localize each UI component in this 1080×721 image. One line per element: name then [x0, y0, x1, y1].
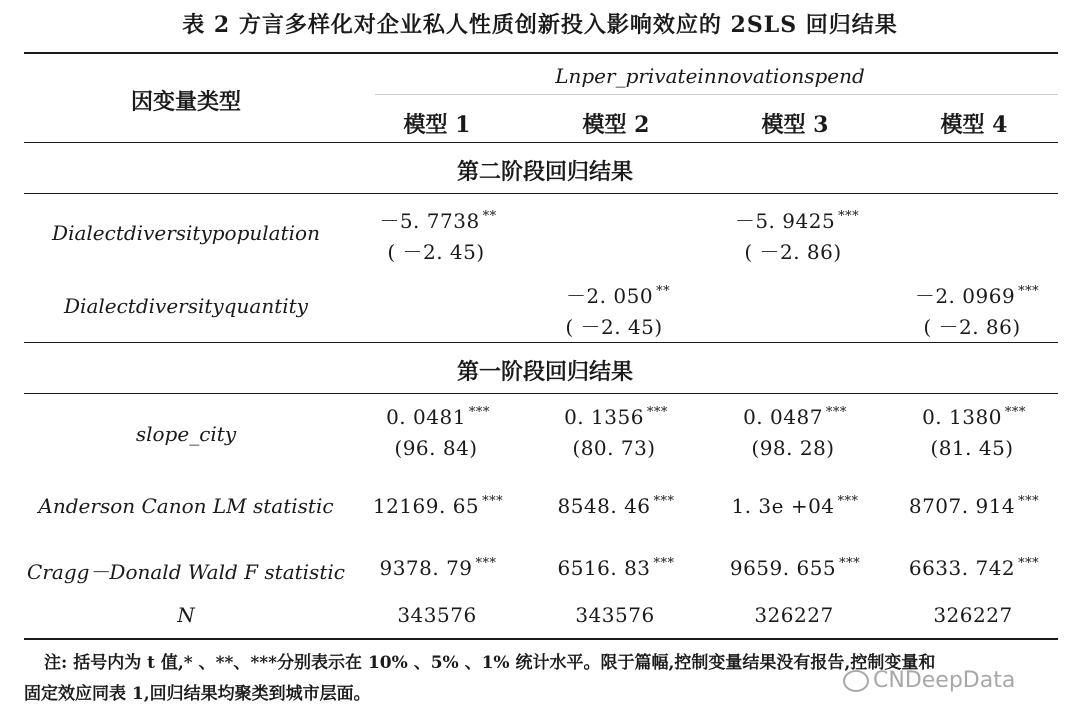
cell-anderson-m2: 8548. 46 ***	[557, 494, 675, 518]
cell-anderson-m1: 12169. 65 ***	[372, 494, 504, 518]
bottom-rule	[24, 638, 1058, 640]
stage1-label: 第一阶段回归结果	[456, 359, 634, 385]
cell-dp-m1-t: ( －2. 45)	[387, 240, 485, 264]
cell-cragg-m3: 9659. 655 ***	[729, 556, 861, 580]
cell-dp-m3-t: ( －2. 86)	[744, 240, 842, 264]
cell-dq-m4-t: ( －2. 86)	[923, 315, 1021, 339]
cell-slope-m3-t: (98. 28)	[751, 436, 835, 460]
watermark	[843, 668, 1015, 693]
cell-slope-m1: 0. 0481 ***	[386, 405, 490, 429]
wechat-icon	[843, 670, 869, 692]
cell-slope-m2: 0. 1356 ***	[564, 405, 668, 429]
table-title: 表 2 方言多样化对企业私人性质创新投入影响效应的 2SLS 回归结果	[182, 12, 898, 38]
stage2-label: 第二阶段回归结果	[456, 159, 634, 185]
cell-slope-m4: 0. 1380 ***	[922, 405, 1026, 429]
row-name-dialect-quantity: Dialectdiversityquantity	[64, 294, 308, 318]
stage2-rule	[24, 193, 1058, 194]
top-rule	[24, 52, 1058, 54]
cell-cragg-m2: 6516. 83 ***	[557, 556, 675, 580]
cell-cragg-m1: 9378. 79 ***	[379, 556, 497, 580]
header-rule	[24, 142, 1058, 143]
cell-slope-m1-t: (96. 84)	[394, 436, 478, 460]
cell-slope-m4-t: (81. 45)	[930, 436, 1014, 460]
cell-slope-m3: 0. 0487 ***	[743, 405, 847, 429]
cell-n-m1: 343576	[397, 603, 477, 627]
row-name-dialect-population: Dialectdiversitypopulation	[52, 221, 320, 245]
row-name-cragg: Cragg－Donald Wald F statistic	[27, 560, 345, 584]
row-name-n: N	[177, 603, 195, 627]
header-subrule	[375, 94, 1058, 95]
cell-dp-m1: －5. 7738 **	[379, 209, 497, 233]
cell-n-m4: 326227	[933, 603, 1013, 627]
dependent-var-header: Lnper_privateinnovationspend	[555, 64, 865, 88]
cell-anderson-m3: 1. 3e +04 ***	[731, 494, 859, 518]
cell-dp-m3: －5. 9425 ***	[734, 209, 860, 233]
cell-cragg-m4: 6633. 742 ***	[908, 556, 1040, 580]
table-note-line1: 注: 括号内为 t 值,* 、**、***分别表示在 10% 、5% 、1% 统计水平。限于篇幅,控制变量结果没有报告,控制变量和	[44, 653, 936, 673]
watermark-text: CNDeepData	[873, 668, 1016, 693]
cell-n-m3: 326227	[754, 603, 834, 627]
stage1-top-rule	[24, 342, 1058, 343]
model-3-header: 模型 3	[761, 112, 829, 138]
row-label-header: 因变量类型	[130, 89, 242, 115]
stage1-rule	[24, 393, 1058, 394]
row-name-slope-city: slope_city	[135, 422, 237, 446]
model-4-header: 模型 4	[940, 112, 1008, 138]
cell-anderson-m4: 8707. 914 ***	[908, 494, 1040, 518]
table-note-line2: 固定效应同表 1,回归结果均聚类到城市层面。	[24, 684, 371, 704]
cell-dq-m4: －2. 0969 ***	[914, 284, 1040, 308]
cell-dq-m2: －2. 050 **	[565, 284, 671, 308]
model-2-header: 模型 2	[582, 112, 650, 138]
cell-dq-m2-t: ( －2. 45)	[565, 315, 663, 339]
row-name-anderson: Anderson Canon LM statistic	[38, 494, 334, 518]
cell-slope-m2-t: (80. 73)	[572, 436, 656, 460]
cell-n-m2: 343576	[575, 603, 655, 627]
model-1-header: 模型 1	[403, 112, 471, 138]
